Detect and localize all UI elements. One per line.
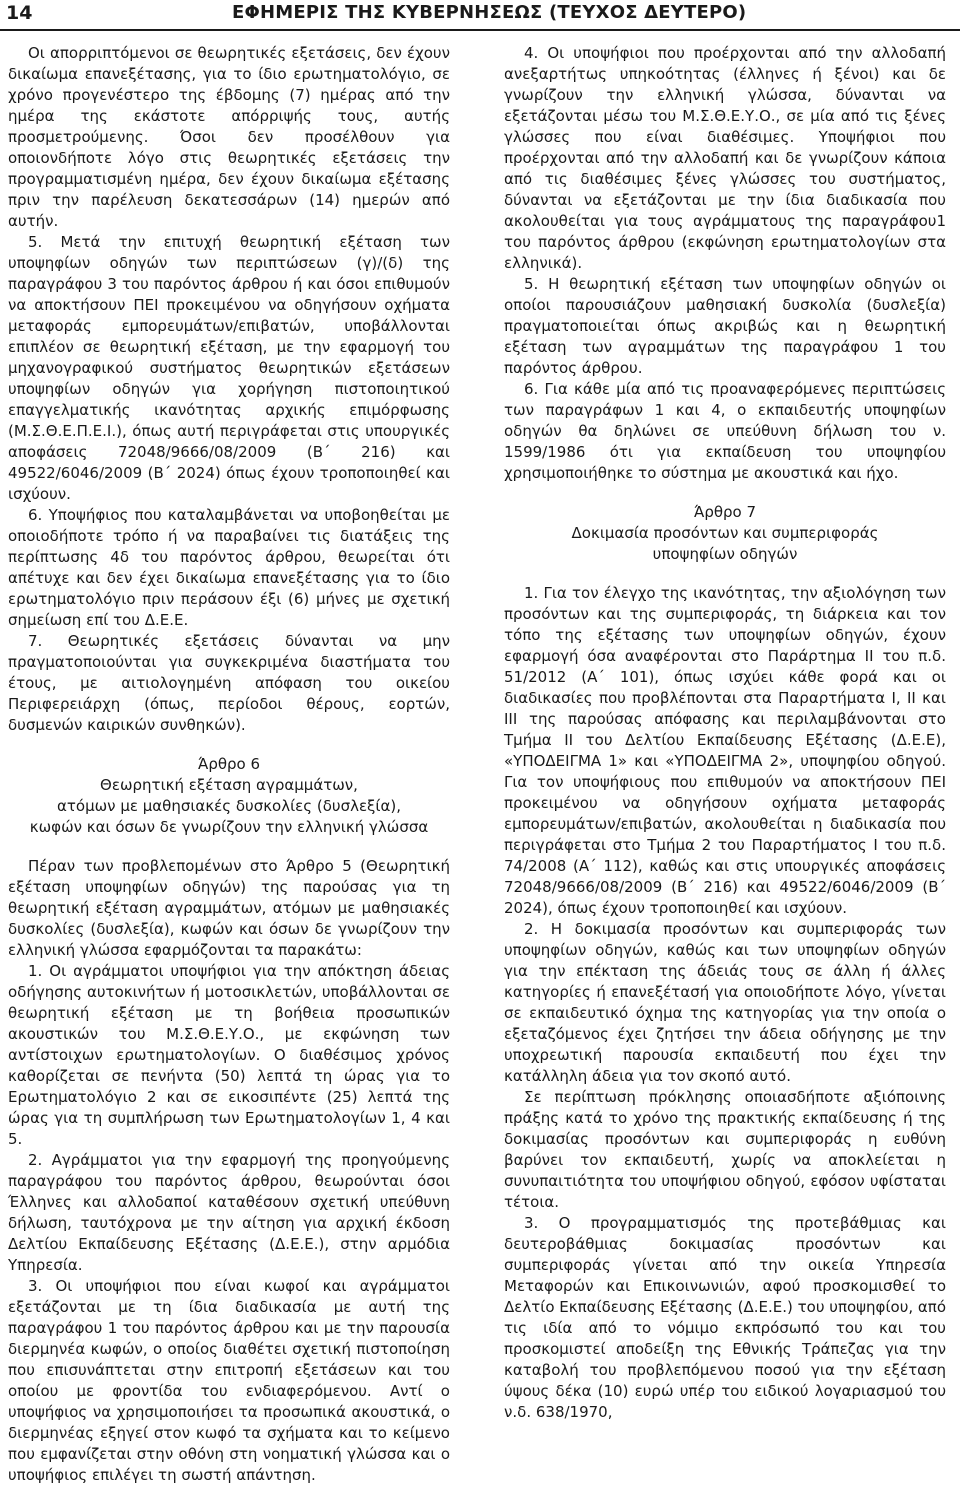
paragraph: 5. Η θεωρητική εξέταση των υποψηφίων οδηγών οι οποίοι παρουσιάζουν μαθησιακή δυσκολία (δυσλεξία) πραγματοποιείται όπως ακριβώς και η θεωρητική εξέταση των αγραμμάτων της παραγράφου 1 του παρόντος άρθρου. bbox=[504, 275, 946, 377]
paragraph: Οι απορριπτόμενοι σε θεωρητικές εξετάσεις, δεν έχουν δικαίωμα επανεξέτασης, για το ίδιο ερωτηματολόγιο, σε χρόνο προγενέστερο της έβδομης (7) ημέρας από την ημέρα της εκάστοτε απόρριψής τους, αυτής προσμετρούμενης. Όσοι δεν προσέλθουν για οποιονδήποτε λόγο στις θεωρητικές εξετάσεις την προγραμματισμένη ημέρα, δεν έχουν δικαίωμα εξέτασης πριν την παρέλευση δεκατεσσάρων (14) ημερών από αυτήν. bbox=[8, 44, 450, 230]
article-6-heading bbox=[8, 754, 450, 838]
paragraph: 2. Η δοκιμασία προσόντων και συμπεριφοράς των υποψηφίων οδηγών, καθώς και των υποψηφίων οδηγών για την επέκταση της άδειάς τους σε άλλη ή άλλες κατηγορίες ή επανεξέτασή για οποιοδήποτε λόγο, γίνεται σε εκπαιδευτικό όχημα της κατηγορίας για την οποία ο εξεταζόμενος έχει ζητήσει την άδεια οδήγησης με την υποχρεωτική παρουσία εκπαιδευτή που έχει την κατάλληλη άδεια για τον σκοπό αυτό. bbox=[504, 920, 946, 1085]
paragraph: 6. Υποψήφιος που καταλαμβάνεται να υποβοηθείται με οποιοδήποτε τρόπο ή να παραβαίνει τις διατάξεις της περίπτωσης 4δ του παρόντος άρθρου, θεωρείται ότι απέτυχε και δεν έχει δικαίωμα επανεξέτασης για το ίδιο ερωτηματολόγιο πριν περάσουν έξι (6) μήνες με σχετική σημείωση επί του Δ.Ε.Ε. bbox=[8, 506, 450, 629]
paragraph: Πέραν των προβλεπομένων στο Άρθρο 5 (Θεωρητική εξέταση υποψηφίων οδηγών) της παρούσας για τη θεωρητική εξέταση αγραμμάτων, ατόμων με μαθησιακές δυσκολίες (δυσλεξία), κωφών και όσων δε γνωρίζουν την ελληνική γλώσσα εφαρμόζονται τα παρακάτω: bbox=[8, 857, 450, 959]
paragraph: 5. Μετά την επιτυχή θεωρητική εξέταση των υποψηφίων οδηγών των περιπτώσεων (γ)/(δ) της παραγράφου 3 του παρόντος άρθρου ή και όσοι επιθυμούν να αποκτήσουν ΠΕΙ προκειμένου να οδηγήσουν οχήματα μεταφοράς εμπορευμάτων/επιβατών, υποβάλλονται επιπλέον σε θεωρητική εξέταση, με την εφαρμογή του μηχανογραφικού συστήματος θεωρητικών εξετάσεων υποψηφίων οδηγών για χορήγηση πιστοποιητικού επαγγελματικής ικανότητας αρχικής επιμόρφωσης (Μ.Σ.Θ.Ε.Π.Ε.Ι.), όπως αυτή περιγράφεται στις υπουργικές αποφάσεις 72048/9666/08/2009 (Β΄ 216) και 49522/6046/2009 (Β΄ 2024) όπως έχουν τροποποιηθεί και ισχύουν. bbox=[8, 233, 450, 503]
article-number: Άρθρο 6 bbox=[197, 755, 261, 773]
paragraph: 7. Θεωρητικές εξετάσεις δύνανται να μην πραγματοποιούνται για συγκεκριμένα διαστήματα του έτους, με αιτιολογημένη απόφαση του οικείου Περιφερειάρχη (όπως, περίοδοι θέρους, εορτών, δυσμενών καιρικών συνθηκών). bbox=[8, 632, 450, 734]
article-title-line: Θεωρητική εξέταση αγραμμάτων, bbox=[100, 776, 358, 794]
paragraph: 1. Οι αγράμματοι υποψήφιοι για την απόκτηση άδειας οδήγησης αυτοκινήτων ή μοτοσικλετών, υποβάλλονται σε θεωρητική εξέταση με τη βοήθεια προσωπικών ακουστικών του Μ.Σ.Θ.Ε.Υ.Ο., με εκφώνηση των αντίστοιχων ερωτηματολογίων. Ο διαθέσιμος χρόνος καθορίζεται σε πενήντα (50) λεπτά τη ώρας για το Ερωτηματολόγιο 2 και σε εικοσιπέντε (25) λεπτά της ώρας για τη συμπλήρωση των Ερωτηματολογίων 1, 4 και 5. bbox=[8, 962, 450, 1148]
left-column bbox=[8, 43, 450, 1486]
paragraph: 3. Ο προγραμματισμός της προτεβάθμιας και δευτεροβάθμιας δοκιμασίας προσόντων και συμπεριφοράς γίνεται από την οικεία Υπηρεσία Μεταφορών και Επικοινωνιών, αφού προσκομισθεί το Δελτίο Εκπαίδευσης Εξέτασης (Δ.Ε.Ε.) του υποψηφίου, από τις ιδία από το νόμιμο εκπρόσωπό του και του προσκομιστεί αποδείξη της Εθνικής Τράπεζας για την καταβολή του προβλεπόμενου ποσού για την εξέταση ύψους δέκα (10) ευρώ υπέρ του ειδικού λογαριασμού του ν.δ. 638/1970, bbox=[504, 1214, 947, 1421]
article-title-line: ατόμων με μαθησιακές δυσκολίες (δυσλεξία), bbox=[56, 797, 402, 815]
paragraph: Σε περίπτωση πρόκλησης οποιασδήποτε αξιόποινης πράξης κατά το χρόνο της πρακτικής εκπαίδευσης ή της δοκιμασίας προσόντων και συμπεριφοράς η ευθύνη βαρύνει τον εκπαιδευτή, χωρίς να αποκλείεται η συνυπαιτιότητα του υποψήφιου οδηγού, εφόσον υφίσταται τέτοια. bbox=[504, 1088, 946, 1211]
paragraph: 1. Για τον έλεγχο της ικανότητας, την αξιολόγηση των προσόντων και της συμπεριφοράς, τη διάρκεια και τον τόπο της εξέτασης των υποψηφίων οδηγών, έχουν εφαρμογή όσα αναφέρονται στο Παράρτημα ΙΙ του π.δ. 51/2012 (Α΄ 101), όπως ισχύει κάθε φορά και οι διαδικασίες που προβλέπονται στα Παραρτήματα Ι, ΙΙ και ΙΙΙ της παρούσας απόφασης και περιλαμβάνονται στο Τμήμα ΙΙ του Δελτίου Εκπαίδευσης Εξέτασης (Δ.Ε.Ε), «ΥΠΟΔΕΙΓΜΑ 1» και «ΥΠΟΔΕΙΓΜΑ 2», υποψηφίου οδηγού. Για τον υποψήφιους που επιθυμούν να αποκτήσουν ΠΕΙ προκειμένου να οδηγήσουν οχήματα μεταφοράς εμπορευμάτων/επιβατών, ακολουθείται η διαδικασία που περιγράφεται στο Τμήμα 2 του Παραρτήματος Ι του π.δ. 74/2008 (Α΄ 112), καθώς και στις υπουργικές αποφάσεις 72048/9666/08/2009 (Β΄ 216) και 49522/6046/2009 (Β΄ 2024), όπως έχουν τροποποιηθεί και ισχύουν. bbox=[504, 584, 946, 917]
article-7-heading bbox=[504, 502, 946, 565]
gazette-title: ΕΦΗΜΕΡΙΣ ΤΗΣ ΚΥΒΕΡΝΗΣΕΩΣ (ΤΕΥΧΟΣ ΔΕΥΤΕΡΟ) bbox=[232, 2, 747, 23]
running-header bbox=[0, 0, 960, 34]
article-title-line: Δοκιμασία προσόντων και συμπεριφοράς bbox=[571, 524, 879, 542]
article-title-line: κωφών και όσων δε γνωρίζουν την ελληνική γλώσσα bbox=[29, 818, 429, 836]
article-number: Άρθρο 7 bbox=[693, 503, 757, 521]
page-number: 14 bbox=[6, 2, 33, 24]
paragraph: 3. Οι υποψήφιοι που είναι κωφοί και αγράμματοι εξετάζονται με τη ίδια διαδικασία με αυτή της παραγράφου 1 του παρόντος άρθρου και με την παρουσία διερμηνέα κωφών, ο οποίος διαθέτει σχετική πιστοποίηση που επισυνάπτεται στην επιτροπή εξετάσεων και του οποίου με φροντίδα του ενδιαφερόμενου. Αντί ο υποψήφιος να χρησιμοποιήσει τα προσωπικά ακουστικά, ο διερμηνέας εξηγεί στον κωφό τα σχήματα και το κείμενο που εμφανίζεται στην οθόνη στη νοηματική γλώσσα και ο υποψήφιος επιλέγει τη σωστή απάντηση. bbox=[8, 1277, 450, 1484]
article-title-line: υποψηφίων οδηγών bbox=[652, 545, 798, 563]
paragraph: 2. Αγράμματοι για την εφαρμογή της προηγούμενης παραγράφου του παρόντος άρθρου, θεωρούνται όσοι Έλληνες και αλλοδαποί καταθέσουν σχετική υπεύθυνη δήλωση, ταυτόχρονα με την αίτηση για αρχική έκδοση Δελτίου Εκπαίδευσης Εξέτασης (Δ.Ε.Ε.), στην αρμόδια Υπηρεσία. bbox=[8, 1151, 450, 1274]
header-rule bbox=[0, 29, 960, 31]
paragraph: 4. Οι υποψήφιοι που προέρχονται από την αλλοδαπή ανεξαρτήτως υπηκοότητας (έλληνες ή ξένοι) και δε γνωρίζουν την ελληνική γλώσσα, δύνανται να εξετάζονται μέσω του Μ.Σ.Θ.Ε.Υ.Ο., σε μία από τις ξένες γλώσσες που είναι διαθέσιμες. Υποψήφιοι που προέρχονται από την αλλοδαπή και δε γνωρίζουν κάποια από τις διαθέσιμες ξένες γλώσσες του συστήματος, δύνανται να εξετάζονται με την ίδια διαδικασία που ακολουθείται για τους αγράμματους της παραγράφου1 του παρόντος άρθρου (εκφώνηση ερωτηματολογίων στα ελληνικά). bbox=[504, 44, 946, 272]
right-column bbox=[504, 43, 946, 1423]
paragraph: 6. Για κάθε μία από τις προαναφερόμενες περιπτώσεις των παραγράφων 1 και 4, ο εκπαιδευτής υποψηφίων οδηγών θα δηλώνει σε υπεύθυνη δήλωση του ν. 1599/1986 ότι για εκπαίδευση του υποψηφίου χρησιμοποιήθηκε το σύστημα με ακουστικά και ήχο. bbox=[504, 380, 946, 482]
